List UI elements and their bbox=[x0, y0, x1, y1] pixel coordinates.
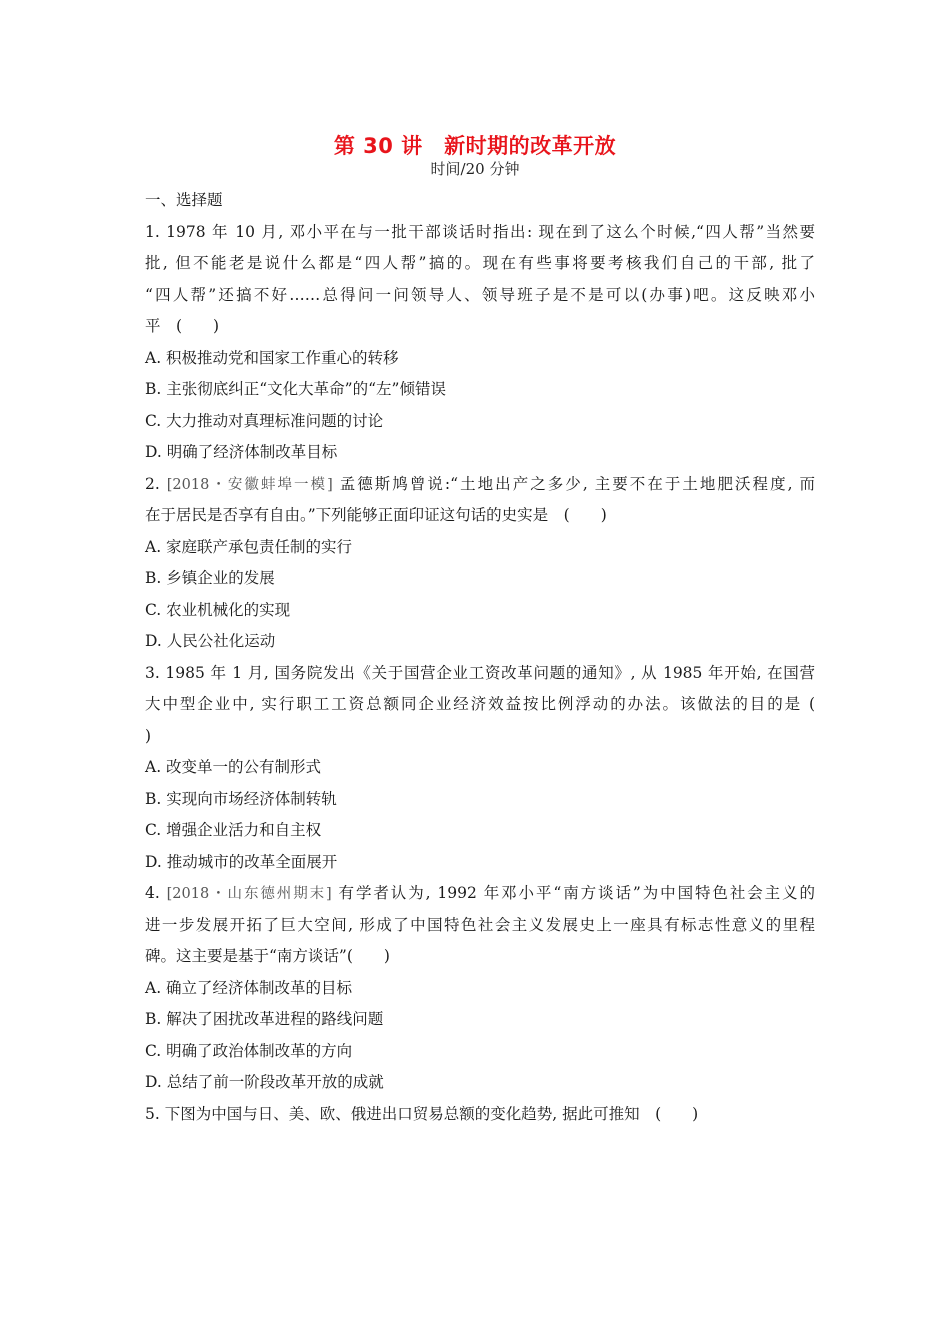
question-4-line-3: 碑。这主要是基于“南方谈话”( ) bbox=[145, 947, 390, 965]
option-c[interactable]: C. 农业机械化的实现 bbox=[145, 600, 291, 619]
question-1-line-1: 1. 1978 年 10 月, 邓小平在与一批干部谈话时指出: 现在到了这么个时候,“四人帮”当然要 bbox=[145, 222, 815, 241]
question-3 bbox=[145, 658, 815, 879]
question-4 bbox=[145, 878, 815, 1099]
time-limit: 时间/20 分钟 bbox=[430, 160, 520, 178]
option-b[interactable]: B. 解决了困扰改革进程的路线问题 bbox=[145, 1010, 384, 1028]
question-source-tag: [2018・山东德州期末] bbox=[166, 886, 332, 902]
page-title: 第 30 讲 新时期的改革开放 bbox=[333, 134, 617, 158]
option-b[interactable]: B. 乡镇企业的发展 bbox=[145, 569, 275, 587]
option-c[interactable]: C. 明确了政治体制改革的方向 bbox=[145, 1041, 353, 1060]
question-4-line-1 bbox=[145, 878, 815, 910]
question-1 bbox=[145, 217, 815, 469]
question-4-text: 有学者认为, 1992 年邓小平“南方谈话”为中国特色社会主义的 bbox=[331, 884, 815, 902]
question-number: 2. bbox=[145, 474, 167, 493]
option-b[interactable]: B. 主张彻底纠正“文化大革命”的“左”倾错误 bbox=[145, 380, 446, 398]
option-a[interactable]: A. 确立了经济体制改革的目标 bbox=[145, 978, 353, 997]
question-source-tag: [2018・安徽蚌埠一模] bbox=[166, 476, 333, 493]
question-1-line-3: “四人帮”还搞不好……总得问一问领导人、领导班子是不是可以(办事)吧。这反映邓小 bbox=[145, 285, 815, 304]
option-d[interactable]: D. 明确了经济体制改革目标 bbox=[145, 443, 338, 461]
question-1-line-2: 批, 但不能老是说什么都是“四人帮”搞的。现在有些事将要考核我们自己的干部, 批了 bbox=[145, 254, 815, 272]
option-a[interactable]: A. 家庭联产承包责任制的实行 bbox=[145, 537, 353, 556]
question-3-line-1: 3. 1985 年 1 月, 国务院发出《关于国营企业工资改革问题的通知》, 从 1985 年开始, 在国营 bbox=[145, 663, 815, 682]
question-3-line-3: ) bbox=[145, 726, 152, 745]
question-5-line-1: 5. 下图为中国与日、美、欧、俄进出口贸易总额的变化趋势, 据此可推知 ( ) bbox=[145, 1104, 699, 1123]
section-heading: 一、选择题 bbox=[145, 191, 223, 209]
question-2-line-1 bbox=[145, 469, 815, 501]
question-5 bbox=[145, 1099, 815, 1131]
option-c[interactable]: C. 增强企业活力和自主权 bbox=[145, 821, 322, 839]
question-3-line-2: 大中型企业中, 实行职工工资总额同企业经济效益按比例浮动的办法。该做法的目的是 ( bbox=[145, 695, 815, 713]
option-d[interactable]: D. 人民公社化运动 bbox=[145, 632, 276, 650]
option-c[interactable]: C. 大力推动对真理标准问题的讨论 bbox=[145, 411, 384, 430]
option-d[interactable]: D. 总结了前一阶段改革开放的成就 bbox=[145, 1073, 384, 1091]
question-1-line-4: 平 ( ) bbox=[145, 317, 220, 335]
option-a[interactable]: A. 积极推动党和国家工作重心的转移 bbox=[145, 348, 399, 367]
question-2-line-2: 在于居民是否享有自由。”下列能够正面印证这句话的史实是 ( ) bbox=[145, 506, 607, 524]
question-2-text: 孟德斯鸠曾说:“土地出产之多少, 主要不在于土地肥沃程度, 而 bbox=[332, 474, 815, 493]
question-4-line-2: 进一步发展开拓了巨大空间, 形成了中国特色社会主义发展史上一座具有标志性意义的里程 bbox=[145, 915, 815, 934]
option-b[interactable]: B. 实现向市场经济体制转轨 bbox=[145, 789, 337, 808]
question-2 bbox=[145, 469, 815, 658]
question-number: 4. bbox=[145, 884, 167, 902]
option-a[interactable]: A. 改变单一的公有制形式 bbox=[145, 758, 322, 776]
question-list bbox=[145, 185, 815, 1130]
option-d[interactable]: D. 推动城市的改革全面展开 bbox=[145, 852, 338, 871]
